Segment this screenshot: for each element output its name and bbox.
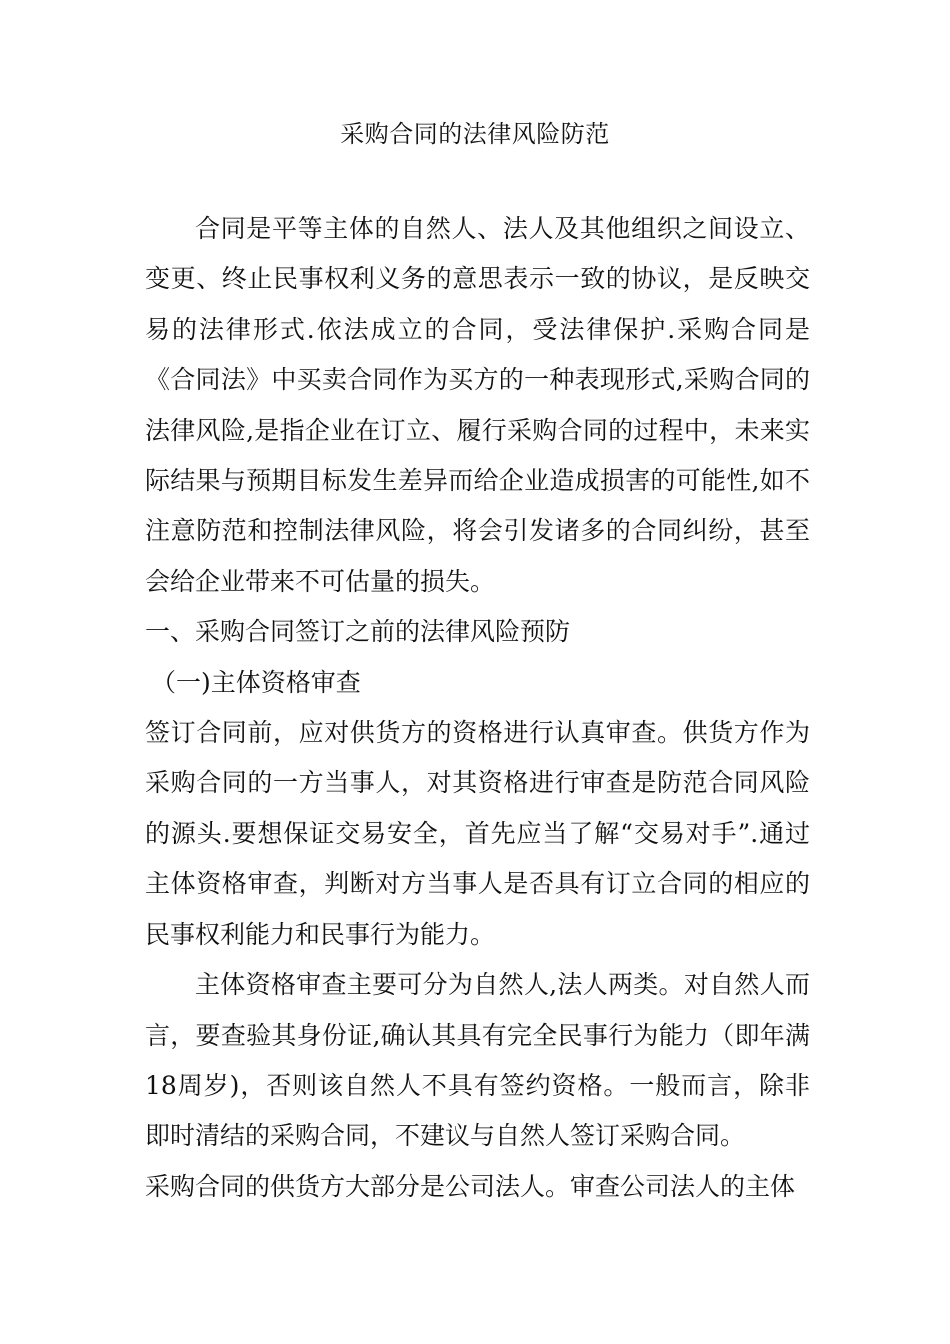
paragraph-natural-persons: 主体资格审查主要可分为自然人,法人两类。对自然人而言，要查验其身份证,确认其具有完全民事行为能力（即年满18周岁)，否则该自然人不具有签约资格。一般而言，除非即时清结的采购合同，不建议与自然人签订采购合同。 (145, 970, 810, 1151)
paragraph-subject-review: 签订合同前，应对供货方的资格进行认真审查。供货方作为采购合同的一方当事人，对其资格进行审查是防范合同风险的源头.要想保证交易安全，首先应当了解“交易对手”.通过主体资格审查，判断对方当事人是否具有订立合同的相应的民事权利能力和民事行为能力。 (145, 718, 810, 949)
document-body (145, 204, 810, 1212)
paragraph-intro: 合同是平等主体的自然人、法人及其他组织之间设立、变更、终止民事权利义务的意思表示一致的协议，是反映交易的法律形式.依法成立的合同，受法律保护.采购合同是《合同法》中买卖合同作为买方的一种表现形式,采购合同的法律风险,是指企业在订立、履行采购合同的过程中，未来实际结果与预期目标发生差异而给企业造成损害的可能性,如不注意防范和控制法律风险，将会引发诸多的合同纠纷，甚至会给企业带来不可估量的损失。 (145, 214, 810, 596)
document-title: 采购合同的法律风险防范 (340, 120, 610, 148)
subsection-heading-1: （一)主体资格审查 (151, 667, 361, 697)
paragraph-legal-persons: 采购合同的供货方大部分是公司法人。审查公司法人的主体 (145, 1171, 796, 1201)
section-heading-1: 一、采购合同签订之前的法律风险预防 (145, 617, 571, 647)
